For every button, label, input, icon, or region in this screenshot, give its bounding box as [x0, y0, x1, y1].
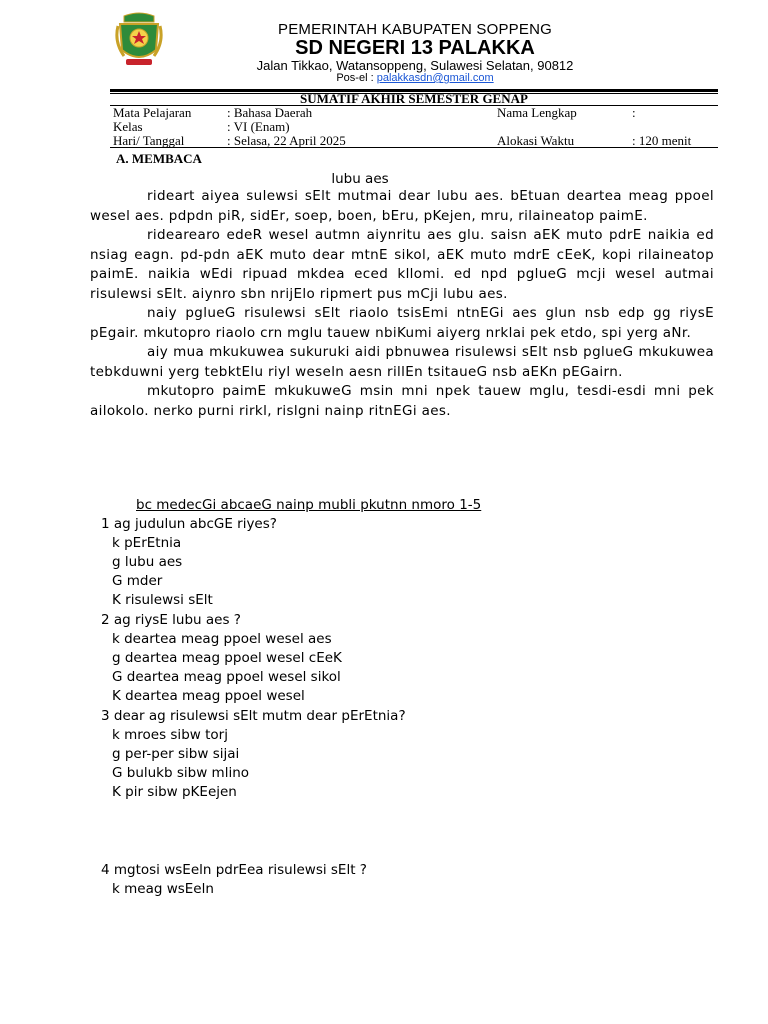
exam-info-top-rule [110, 105, 718, 106]
passage-paragraph: ridearearo edeR wesel autmn aiynritu aes glu. saisn aEK muto pdrE naikia ed nsiag eagn. pd-pdn aEK muto dear mtnE sikol, aEK muto mdrE cEeK, kopi rilaineatop paimE. naikia wEdi ripuad mkdea eced kllomi. ed npd pglueG mcji wesel autmai risulewsi sElt. aiynro sbn nrijElo ripmert pus mCji lubu aes. [90, 227, 714, 302]
letterhead-government: PEMERINTAH KABUPATEN SOPPENG [278, 21, 552, 38]
class-value: : VI (Enam) [227, 119, 290, 134]
exam-info-bottom-rule [110, 147, 718, 148]
question-2-option-d: K deartea meag ppoel wesel [112, 688, 305, 704]
passage-paragraph: rideart aiyea sulewsi sElt mutmai dear lubu aes. bEtuan deartea meag ppoel wesel aes. pdpdn piR, sidEr, soep, boen, bEru, pKejen, mru, rilaineatop paimE. [90, 188, 714, 224]
time-value: : 120 menit [632, 133, 692, 148]
passage-paragraph: aiy mua mkukuwea sukuruki aidi pbnuwea risulewsi sElt nsb pglueG mkukuwea tebkduwni yerg tebktElu riyl weseln aesn rillEn tsitaueG nsb aEKn pEGairn. [90, 344, 714, 380]
subject-value: : Bahasa Daerah [227, 105, 313, 120]
section-heading: A. MEMBACA [116, 151, 202, 166]
reading-passage [90, 187, 714, 421]
date-value: : Selasa, 22 April 2025 [227, 133, 346, 148]
email-link[interactable]: palakkasdn@gmail.com [376, 72, 494, 84]
question-2-option-a: k deartea meag ppoel wesel aes [112, 631, 332, 647]
questions-instruction: bc medecGi abcaeG nainp mubli pkutnn nmoro 1-5 [136, 497, 482, 513]
question-2-option-b: g deartea meag ppoel wesel cEeK [112, 650, 342, 666]
name-label: Nama Lengkap [497, 105, 577, 120]
question-4-option-a: k meag wsEeln [112, 881, 214, 897]
date-label: Hari/ Tanggal [113, 133, 185, 148]
letterhead-school-name: SD NEGERI 13 PALAKKA [295, 37, 535, 59]
question-2: 2 ag riysE lubu aes ? [101, 612, 241, 628]
question-1: 1 ag judulun abcGE riyes? [101, 516, 277, 532]
question-1-option-b: g lubu aes [112, 554, 183, 570]
question-4: 4 mgtosi wsEeln pdrEea risulewsi sElt ? [101, 862, 367, 878]
class-label: Kelas [113, 119, 143, 134]
question-2-option-c: G deartea meag ppoel wesel sikol [112, 669, 341, 685]
email-label: Pos-el : [336, 72, 377, 84]
question-3: 3 dear ag risulewsi sElt mutm dear pErEtnia? [101, 708, 406, 724]
time-label: Alokasi Waktu [497, 133, 575, 148]
reading-title: lubu aes [331, 171, 389, 187]
question-3-option-b: g per-per sibw sijai [112, 746, 240, 762]
question-1-option-c: G mder [112, 573, 163, 589]
letterhead-email-line [0, 72, 768, 84]
question-1-option-d: K risulewsi sElt [112, 592, 213, 608]
question-3-option-a: k mroes sibw torj [112, 727, 228, 743]
exam-title: SUMATIF AKHIR SEMESTER GENAP [300, 91, 528, 106]
passage-paragraph: naiy pglueG risulewsi sElt riaolo tsisEmi ntnEGi aes glun nsb edp gg riysE pEgair. mkutopro riaolo crn mglu tauew nbiKumi aiyerg nrklai pek etdo, spi yerg aNr. [90, 305, 714, 341]
question-3-option-c: G bulukb sibw mlino [112, 765, 250, 781]
question-3-option-d: K pir sibw pKEejen [112, 784, 237, 800]
question-1-option-a: k pErEtnia [112, 535, 182, 551]
name-value: : [632, 105, 636, 120]
passage-paragraph: mkutopro paimE mkukuweG msin mni npek tauew mglu, tesdi-esdi mni pek ailokolo. nerko purni rirkl, rislgni nainp ritnEGi aes. [90, 383, 714, 419]
subject-label: Mata Pelajaran [113, 105, 192, 120]
letterhead-address: Jalan Tikkao, Watansoppeng, Sulawesi Selatan, 90812 [256, 58, 574, 73]
